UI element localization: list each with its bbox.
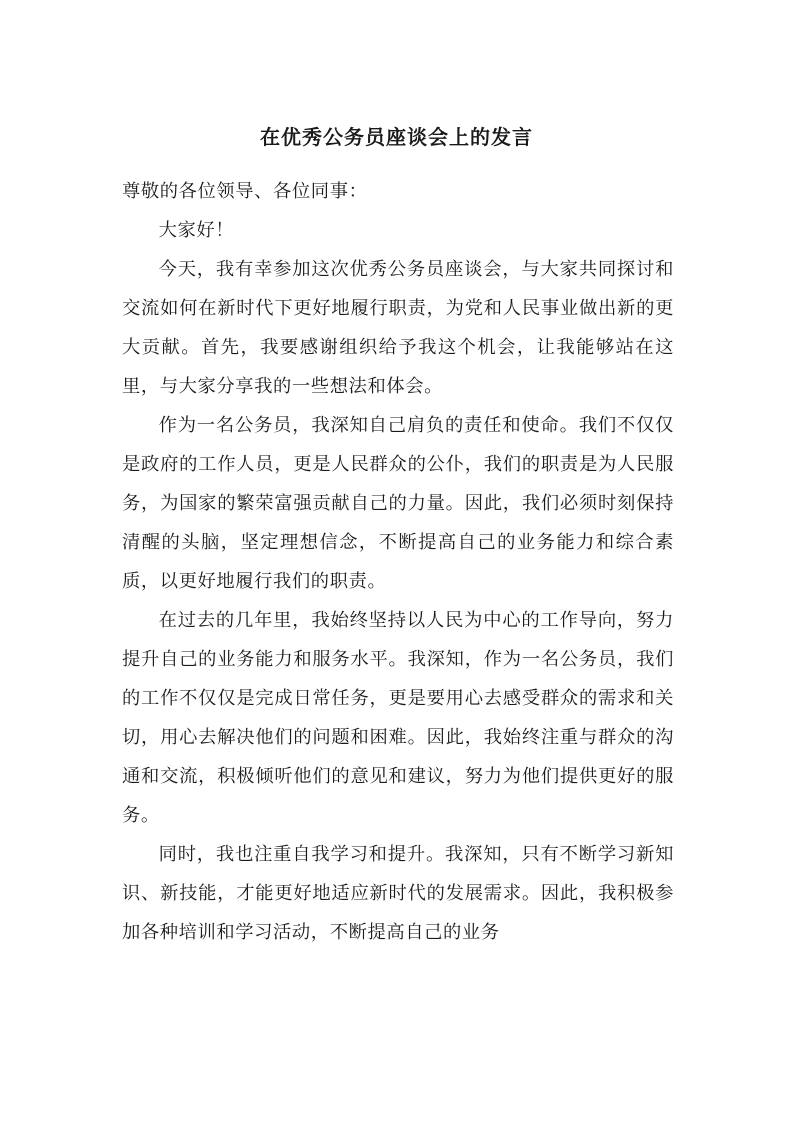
paragraph-4: 同时，我也注重自我学习和提升。我深知，只有不断学习新知识、新技能，才能更好地适应新时代的发展需求。因此，我积极参加各种培训和学习活动，不断提高自己的业务 bbox=[122, 844, 674, 943]
paragraph-3: 在过去的几年里，我始终坚持以人民为中心的工作导向，努力提升自己的业务能力和服务水平。我深知，作为一名公务员，我们的工作不仅仅是完成日常任务，更是要用心去感受群众的需求和关切，用心去解决他们的问题和困难。因此，我始终注重与群众的沟通和交流，积极倾听他们的意见和建议，努力为他们提供更好的服务。 bbox=[122, 610, 674, 826]
document-body bbox=[122, 172, 674, 952]
salutation: 尊敬的各位领导、各位同事： bbox=[122, 181, 368, 202]
page-title: 在优秀公务员座谈会上的发言 bbox=[260, 125, 533, 149]
greeting: 大家好！ bbox=[158, 220, 235, 241]
paragraph-1: 今天，我有幸参加这次优秀公务员座谈会，与大家共同探讨和交流如何在新时代下更好地履行职责，为党和人民事业做出新的更大贡献。首先，我要感谢组织给予我这个机会，让我能够站在这里，与大家分享我的一些想法和体会。 bbox=[122, 259, 674, 397]
paragraph-2: 作为一名公务员，我深知自己肩负的责任和使命。我们不仅仅是政府的工作人员，更是人民群众的公仆，我们的职责是为人民服务，为国家的繁荣富强贡献自己的力量。因此，我们必须时刻保持清醒的头脑，坚定理想信念，不断提高自己的业务能力和综合素质，以更好地履行我们的职责。 bbox=[122, 415, 674, 592]
